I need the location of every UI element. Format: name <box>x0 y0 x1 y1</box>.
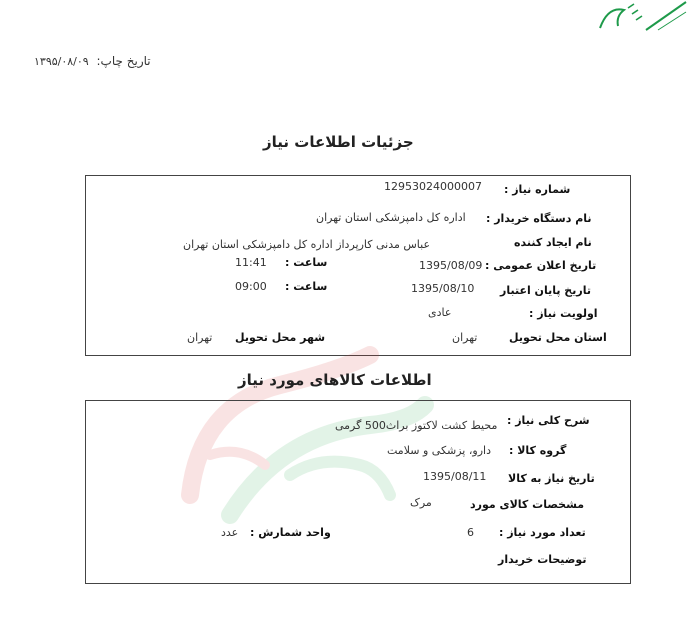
need-number-label: شماره نیاز : <box>504 183 571 196</box>
setad-logo <box>598 0 688 32</box>
expiry-time-value: 09:00 <box>235 280 267 293</box>
announce-time-value: 11:41 <box>235 256 267 269</box>
buyer-value: اداره کل دامپزشکی استان تهران <box>316 211 466 224</box>
description-label: شرح کلی نیاز : <box>507 414 590 427</box>
quantity-value: 6 <box>467 526 474 539</box>
province-value: تهران <box>452 331 478 344</box>
specs-label: مشخصات کالای مورد <box>470 498 585 511</box>
need-date-label: تاریخ نیاز به کالا <box>508 472 595 485</box>
expiry-date-value: 1395/08/10 <box>411 282 475 295</box>
city-label: شهر محل تحویل <box>235 331 326 344</box>
need-date-value: 1395/08/11 <box>423 470 487 483</box>
quantity-label: تعداد مورد نیاز : <box>499 526 586 539</box>
expiry-date-label: تاریخ پایان اعتبار <box>500 284 591 297</box>
buyer-notes-label: توضیحات خریدار <box>498 553 587 566</box>
section-title-need-details: جزئیات اطلاعات نیاز <box>263 133 414 151</box>
section-title-goods-info: اطلاعات کالاهای مورد نیاز <box>238 371 432 389</box>
expiry-time-label: ساعت : <box>285 280 328 293</box>
unit-label: واحد شمارش : <box>250 526 331 539</box>
announce-date-label: تاریخ اعلان عمومی : <box>485 259 597 272</box>
description-value: محیط کشت لاکتوز براث500 گرمی <box>335 419 498 432</box>
print-date-value: ۱۳۹۵/۰۸/۰۹ <box>34 55 89 68</box>
goods-group-value: دارو، پزشکی و سلامت <box>387 444 491 457</box>
need-number-value: 12953024000007 <box>384 180 482 193</box>
priority-value: عادی <box>428 306 452 319</box>
print-date-label: تاریخ چاپ: <box>96 54 151 68</box>
creator-value: عباس مدنی کارپرداز اداره کل دامپزشکی استان تهران <box>183 238 431 251</box>
goods-group-label: گروه کالا : <box>509 444 567 457</box>
announce-date-value: 1395/08/09 <box>419 259 483 272</box>
unit-value: عدد <box>221 526 239 539</box>
province-label: استان محل تحویل <box>509 331 607 344</box>
specs-value: مرک <box>410 496 432 509</box>
city-value: تهران <box>187 331 213 344</box>
creator-label: نام ایجاد کننده <box>514 236 592 249</box>
buyer-label: نام دستگاه خریدار : <box>486 212 592 225</box>
priority-label: اولویت نیاز : <box>529 307 598 320</box>
announce-time-label: ساعت : <box>285 256 328 269</box>
print-date <box>34 54 151 68</box>
